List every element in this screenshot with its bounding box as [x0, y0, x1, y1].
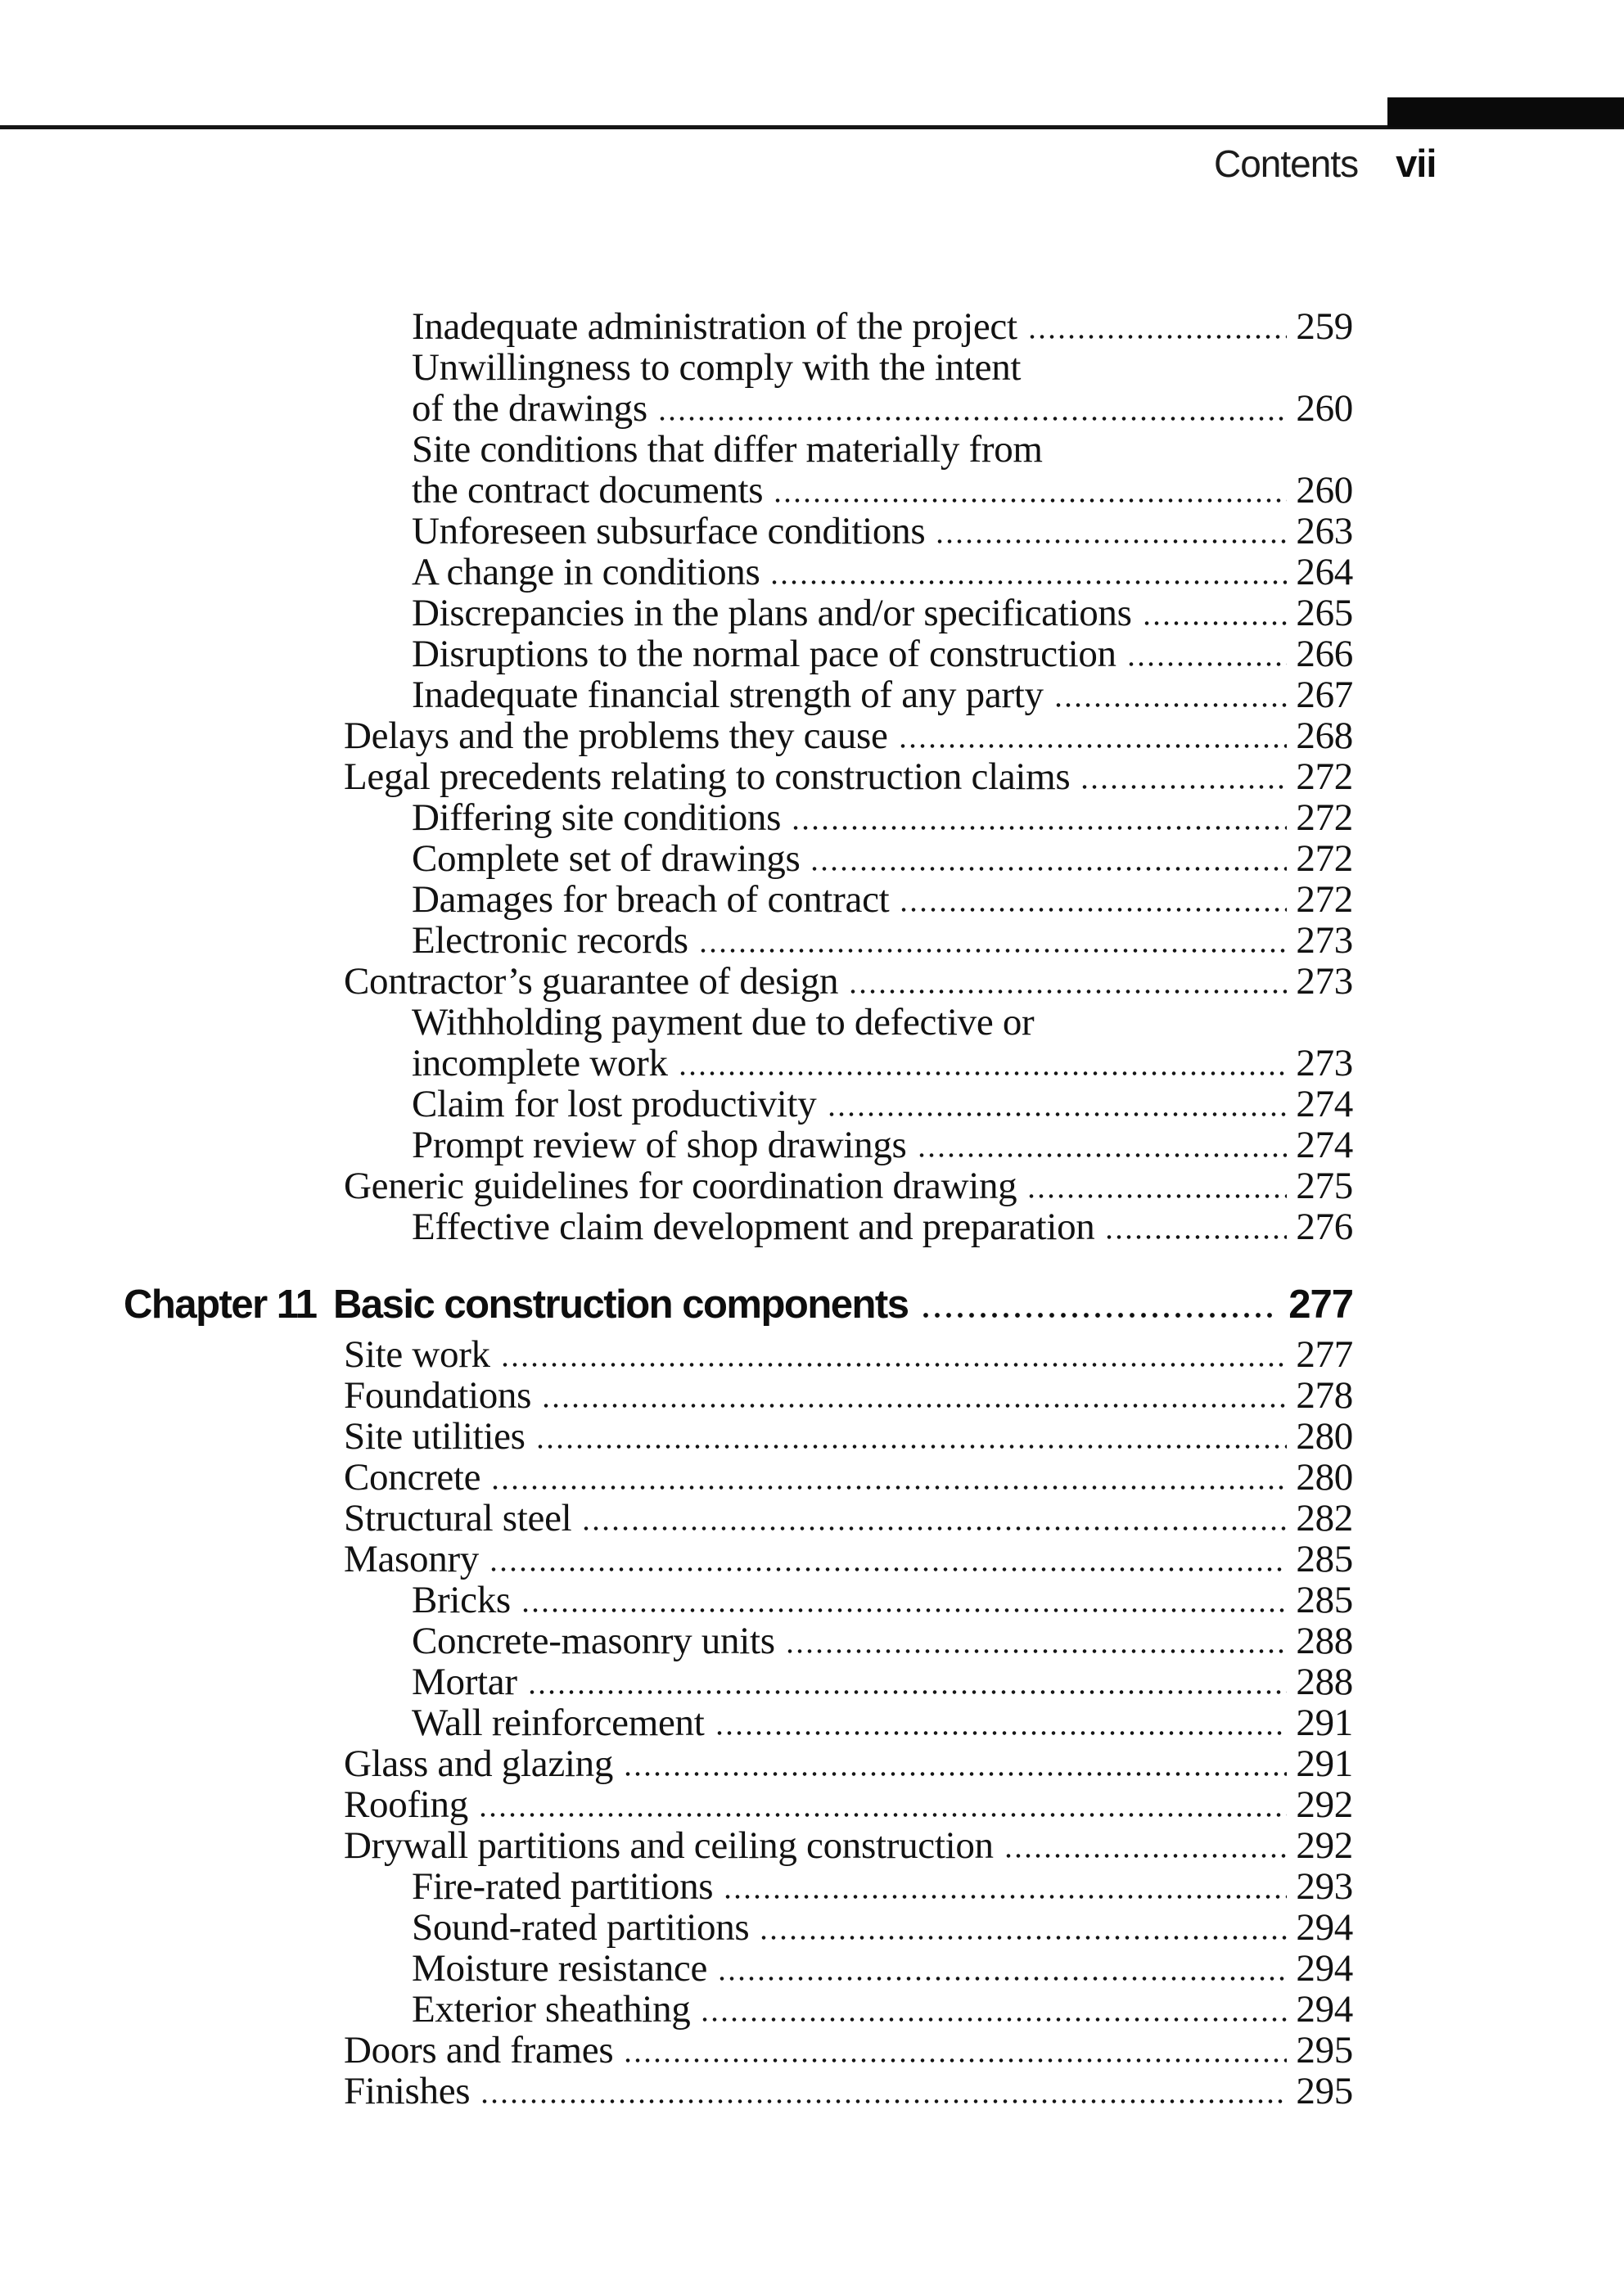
toc-entry-page-number: 272 — [1296, 796, 1353, 839]
toc-entry-page-number: 274 — [1296, 1083, 1353, 1125]
leader-dots — [1142, 621, 1288, 625]
leader-dots — [521, 1608, 1287, 1612]
leader-dots — [827, 1112, 1288, 1116]
leader-dots — [935, 539, 1287, 543]
leader-dots — [500, 1363, 1288, 1367]
toc-entry-page-number: 266 — [1296, 633, 1353, 675]
toc-entry-text: Electronic records — [412, 919, 688, 962]
toc-entry-page-number: 276 — [1296, 1206, 1353, 1248]
chapter-heading-row — [124, 1285, 1353, 1325]
running-header-page-number: vii — [1396, 142, 1437, 185]
toc-entry — [344, 1824, 1353, 1868]
leader-dots — [478, 1813, 1287, 1817]
chapter-title: Basic construction components — [333, 1283, 909, 1327]
toc-entry — [344, 1208, 1353, 1249]
toc-entry-text: Damages for breach of contract — [412, 878, 890, 921]
leader-dots — [899, 908, 1287, 912]
toc-section-chapter-11 — [344, 1333, 1353, 2113]
leader-dots — [657, 417, 1288, 421]
toc-entry-text: Finishes — [344, 2070, 471, 2112]
toc-entry-text: Site work — [344, 1333, 490, 1376]
toc-entry — [344, 878, 1353, 922]
toc-entry-text: Sound-rated partitions — [412, 1906, 750, 1949]
leader-dots — [785, 1649, 1288, 1653]
toc-entry — [344, 305, 1353, 349]
toc-entry — [344, 512, 1353, 553]
chapter-page-number: 277 — [1288, 1283, 1353, 1327]
leader-dots — [848, 989, 1287, 994]
toc-entry — [344, 1663, 1353, 1704]
toc-entry-page-number: 260 — [1296, 469, 1353, 512]
toc-entry-text: Inadequate financial strength of any party — [412, 674, 1044, 716]
toc-entry — [344, 1499, 1353, 1540]
toc-entry-page-number: 273 — [1296, 960, 1353, 1003]
toc-entry-page-number: 288 — [1296, 1661, 1353, 1703]
toc-entry-page-number: 277 — [1296, 1333, 1353, 1376]
toc-entry — [344, 1167, 1353, 1208]
toc-entry-page-number: 267 — [1296, 674, 1353, 716]
toc-entry-text: Withholding payment due to defective or — [412, 1001, 1035, 1044]
toc-entry-page-number: 274 — [1296, 1124, 1353, 1166]
leader-dots — [810, 867, 1287, 871]
leader-dots — [700, 2017, 1287, 2022]
leader-dots — [759, 1936, 1287, 1940]
leader-dots — [769, 580, 1287, 584]
toc-entry-page-number: 263 — [1296, 510, 1353, 552]
toc-entry — [344, 1865, 1353, 1909]
toc-entry — [344, 676, 1353, 717]
toc-entry-text: Foundations — [344, 1374, 532, 1417]
toc-entry-page-number: 280 — [1296, 1415, 1353, 1458]
toc-entry-page-number: 295 — [1296, 2070, 1353, 2112]
toc-entry — [344, 755, 1353, 799]
toc-entry — [344, 1374, 1353, 1418]
leader-dots — [917, 1153, 1288, 1157]
leader-dots — [541, 1404, 1287, 1408]
toc-entry — [344, 635, 1353, 676]
leader-dots — [723, 1895, 1287, 1899]
toc-entry-text: Site conditions that differ materially from — [412, 428, 1043, 471]
toc-entry — [344, 428, 1353, 471]
toc-entry-text: the contract documents — [412, 469, 764, 512]
toc-entry — [344, 962, 1353, 1003]
toc-entry-page-number: 278 — [1296, 1374, 1353, 1417]
toc-entry-text: Site utilities — [344, 1415, 526, 1458]
toc-entry — [344, 717, 1353, 758]
leader-dots — [490, 1485, 1287, 1490]
toc-entry-page-number: 285 — [1296, 1538, 1353, 1580]
toc-entry — [344, 1622, 1353, 1663]
toc-entry-text: Doors and frames — [344, 2029, 614, 2071]
toc-entry-text: Effective claim development and preparation — [412, 1206, 1095, 1248]
toc-entry-text: Unforeseen subsurface conditions — [412, 510, 926, 552]
toc-entry-text: Fire-rated partitions — [412, 1865, 714, 1908]
toc-entry-text: Delays and the problems they cause — [344, 715, 888, 757]
toc-entry — [344, 919, 1353, 962]
toc-entry-page-number: 282 — [1296, 1497, 1353, 1539]
toc-entry — [344, 1458, 1353, 1499]
toc-entry-text: Contractor’s guarantee of design — [344, 960, 839, 1003]
leader-dots — [773, 498, 1287, 503]
toc-entry — [344, 2072, 1353, 2113]
leader-dots — [791, 826, 1287, 830]
toc-entry-page-number: 272 — [1296, 878, 1353, 921]
toc-entry — [344, 1947, 1353, 1990]
toc-entry — [344, 1044, 1353, 1085]
toc-entry — [344, 1783, 1353, 1827]
toc-entry-text: Exterior sheathing — [412, 1988, 691, 2031]
toc-entry-page-number: 295 — [1296, 2029, 1353, 2071]
toc-entry-page-number: 265 — [1296, 592, 1353, 634]
header-rule — [0, 125, 1624, 129]
toc-entry-text: Differing site conditions — [412, 796, 782, 839]
toc-entry — [344, 1085, 1353, 1126]
toc-entry — [344, 1906, 1353, 1950]
toc-entry — [344, 553, 1353, 594]
toc-entry-page-number: 291 — [1296, 1702, 1353, 1744]
leader-dots — [1104, 1235, 1287, 1239]
toc-entry-text: Structural steel — [344, 1497, 572, 1539]
toc-entry-page-number: 294 — [1296, 1988, 1353, 2031]
toc-entry — [344, 1540, 1353, 1581]
toc-entry-page-number: 272 — [1296, 837, 1353, 880]
toc-entry — [344, 1126, 1353, 1167]
toc-entry-text: Generic guidelines for coordination drawing — [344, 1165, 1017, 1207]
leader-dots — [1004, 1854, 1288, 1858]
chapter-label: Chapter 11 — [124, 1283, 317, 1327]
toc-entry-text: Concrete-masonry units — [412, 1620, 775, 1662]
toc-entry-page-number: 260 — [1296, 387, 1353, 430]
leader-dots — [717, 1977, 1287, 1981]
toc-entry — [344, 1415, 1353, 1458]
leader-dots — [581, 1526, 1287, 1530]
toc-entry-page-number: 292 — [1296, 1824, 1353, 1867]
toc-entry — [344, 1003, 1353, 1044]
toc-entry — [344, 1742, 1353, 1786]
toc-entry-text: Unwillingness to comply with the intent — [412, 346, 1022, 389]
toc-entry — [344, 594, 1353, 635]
leader-dots — [678, 1071, 1288, 1075]
toc-entry — [344, 1333, 1353, 1377]
toc-entry — [344, 346, 1353, 390]
toc-entry-text: Claim for lost productivity — [412, 1083, 817, 1125]
toc-entry-text: Concrete — [344, 1456, 481, 1499]
toc-entry — [344, 1704, 1353, 1745]
toc-entry-text: Wall reinforcement — [412, 1702, 705, 1744]
leader-dots — [1126, 662, 1288, 666]
toc-entry-text: Disruptions to the normal pace of construction — [412, 633, 1116, 675]
corner-tab — [1387, 97, 1624, 128]
toc-entry-text: Inadequate administration of the project — [412, 305, 1017, 348]
toc-entry — [344, 387, 1353, 431]
toc-entry-page-number: 273 — [1296, 1042, 1353, 1084]
toc-entry-text: Roofing — [344, 1783, 468, 1826]
toc-entry-page-number: 259 — [1296, 305, 1353, 348]
leader-dots — [898, 744, 1288, 748]
toc-entry — [344, 1581, 1353, 1622]
running-header-title: Contents — [1214, 142, 1359, 185]
toc-entry-text: of the drawings — [412, 387, 647, 430]
leader-dots — [535, 1445, 1288, 1449]
toc-entry — [344, 471, 1353, 512]
toc-entry-page-number: 288 — [1296, 1620, 1353, 1662]
toc-entry-text: Drywall partitions and ceiling construction — [344, 1824, 994, 1867]
toc-entry-page-number: 291 — [1296, 1742, 1353, 1785]
toc-entry-page-number: 293 — [1296, 1865, 1353, 1908]
toc-entry — [344, 2031, 1353, 2072]
toc-entry-text: Moisture resistance — [412, 1947, 708, 1990]
toc-entry-text: A change in conditions — [412, 551, 760, 593]
leader-dots — [715, 1731, 1288, 1735]
leader-dots — [698, 949, 1288, 953]
toc-entry-text: Legal precedents relating to construction claims — [344, 755, 1071, 798]
toc-entry — [344, 1990, 1353, 2031]
leader-dots — [623, 2058, 1287, 2062]
leader-dots — [1026, 1194, 1287, 1198]
leader-dots — [1027, 335, 1288, 339]
leader-dots — [480, 2099, 1287, 2103]
leader-dots — [1080, 785, 1287, 789]
toc-entry-text: Bricks — [412, 1579, 511, 1621]
running-header — [1214, 144, 1436, 183]
toc-entry-page-number: 294 — [1296, 1906, 1353, 1949]
toc-entry — [344, 837, 1353, 881]
chapter-leader-dots — [920, 1313, 1279, 1318]
toc-entry-page-number: 273 — [1296, 919, 1353, 962]
toc-entry-text: Complete set of drawings — [412, 837, 801, 880]
toc-entry-page-number: 264 — [1296, 551, 1353, 593]
toc-entry — [344, 796, 1353, 840]
toc-entry-page-number: 275 — [1296, 1165, 1353, 1207]
toc-entry-text: Glass and glazing — [344, 1742, 614, 1785]
leader-dots — [489, 1567, 1287, 1571]
toc-entry-page-number: 292 — [1296, 1783, 1353, 1826]
toc-entry-page-number: 294 — [1296, 1947, 1353, 1990]
toc-entry-page-number: 268 — [1296, 715, 1353, 757]
toc-entry-text: Prompt review of shop drawings — [412, 1124, 907, 1166]
toc-entry-page-number: 285 — [1296, 1579, 1353, 1621]
toc-entry-text: Discrepancies in the plans and/or specifications — [412, 592, 1132, 634]
toc-entry-page-number: 280 — [1296, 1456, 1353, 1499]
toc-entry-text: incomplete work — [412, 1042, 668, 1084]
toc-entry-page-number: 272 — [1296, 755, 1353, 798]
leader-dots — [527, 1690, 1288, 1694]
toc-entry-text: Mortar — [412, 1661, 517, 1703]
leader-dots — [623, 1772, 1287, 1776]
toc-section-pre-chapter — [344, 305, 1353, 1249]
toc-entry-text: Masonry — [344, 1538, 479, 1580]
leader-dots — [1053, 703, 1288, 707]
